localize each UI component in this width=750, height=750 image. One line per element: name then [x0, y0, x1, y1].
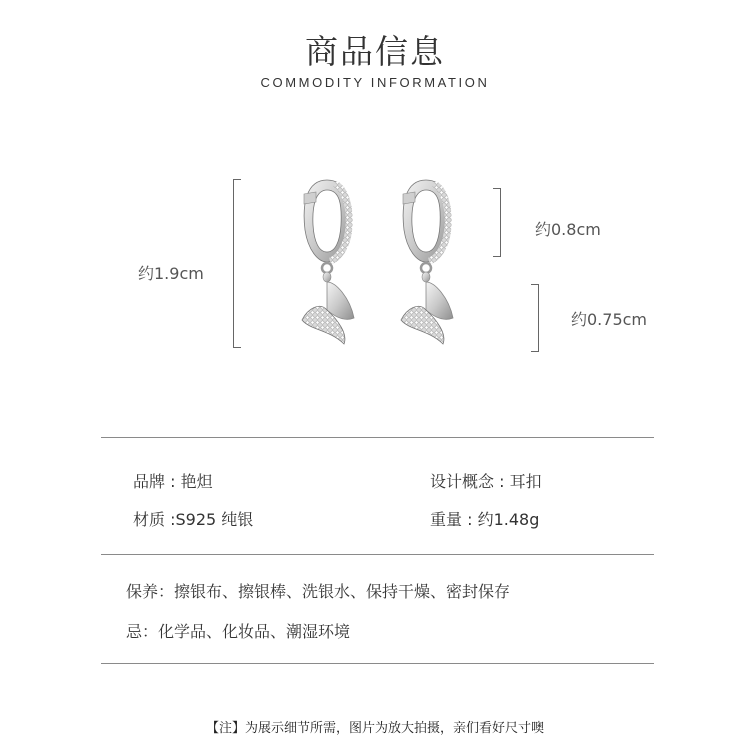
- care-maintenance: 保养：擦银布、擦银棒、洗银水、保持干燥、密封保存: [126, 582, 511, 601]
- spec-design-concept: 设计概念 : 耳扣: [430, 472, 542, 491]
- pendant-height-label: 约0.75cm: [571, 310, 648, 329]
- total-height-label: 约1.9cm: [138, 264, 204, 283]
- right-earring: [401, 180, 453, 344]
- spec-weight: 重量 : 约1.48g: [430, 510, 540, 529]
- divider-middle: [101, 554, 654, 555]
- divider-top: [101, 437, 654, 438]
- divider-bottom: [101, 663, 654, 664]
- footnote: 【注】为展示细节所需，图片为放大拍摄，亲们看好尺寸噢: [205, 721, 544, 736]
- left-earring: [302, 180, 354, 344]
- page-title: 商品信息: [305, 32, 445, 71]
- spec-material: 材质 :S925 纯银: [133, 510, 254, 529]
- pendant-height-bracket: [531, 284, 539, 352]
- spec-brand: 品牌 : 艳炟: [133, 472, 213, 491]
- page-subtitle: COMMODITY INFORMATION: [260, 75, 490, 90]
- total-height-bracket: [233, 179, 241, 348]
- earrings-illustration: [280, 170, 480, 360]
- care-avoid: 忌：化学品、化妆品、潮湿环境: [126, 622, 351, 641]
- hoop-height-label: 约0.8cm: [535, 220, 601, 239]
- hoop-height-bracket: [493, 188, 501, 257]
